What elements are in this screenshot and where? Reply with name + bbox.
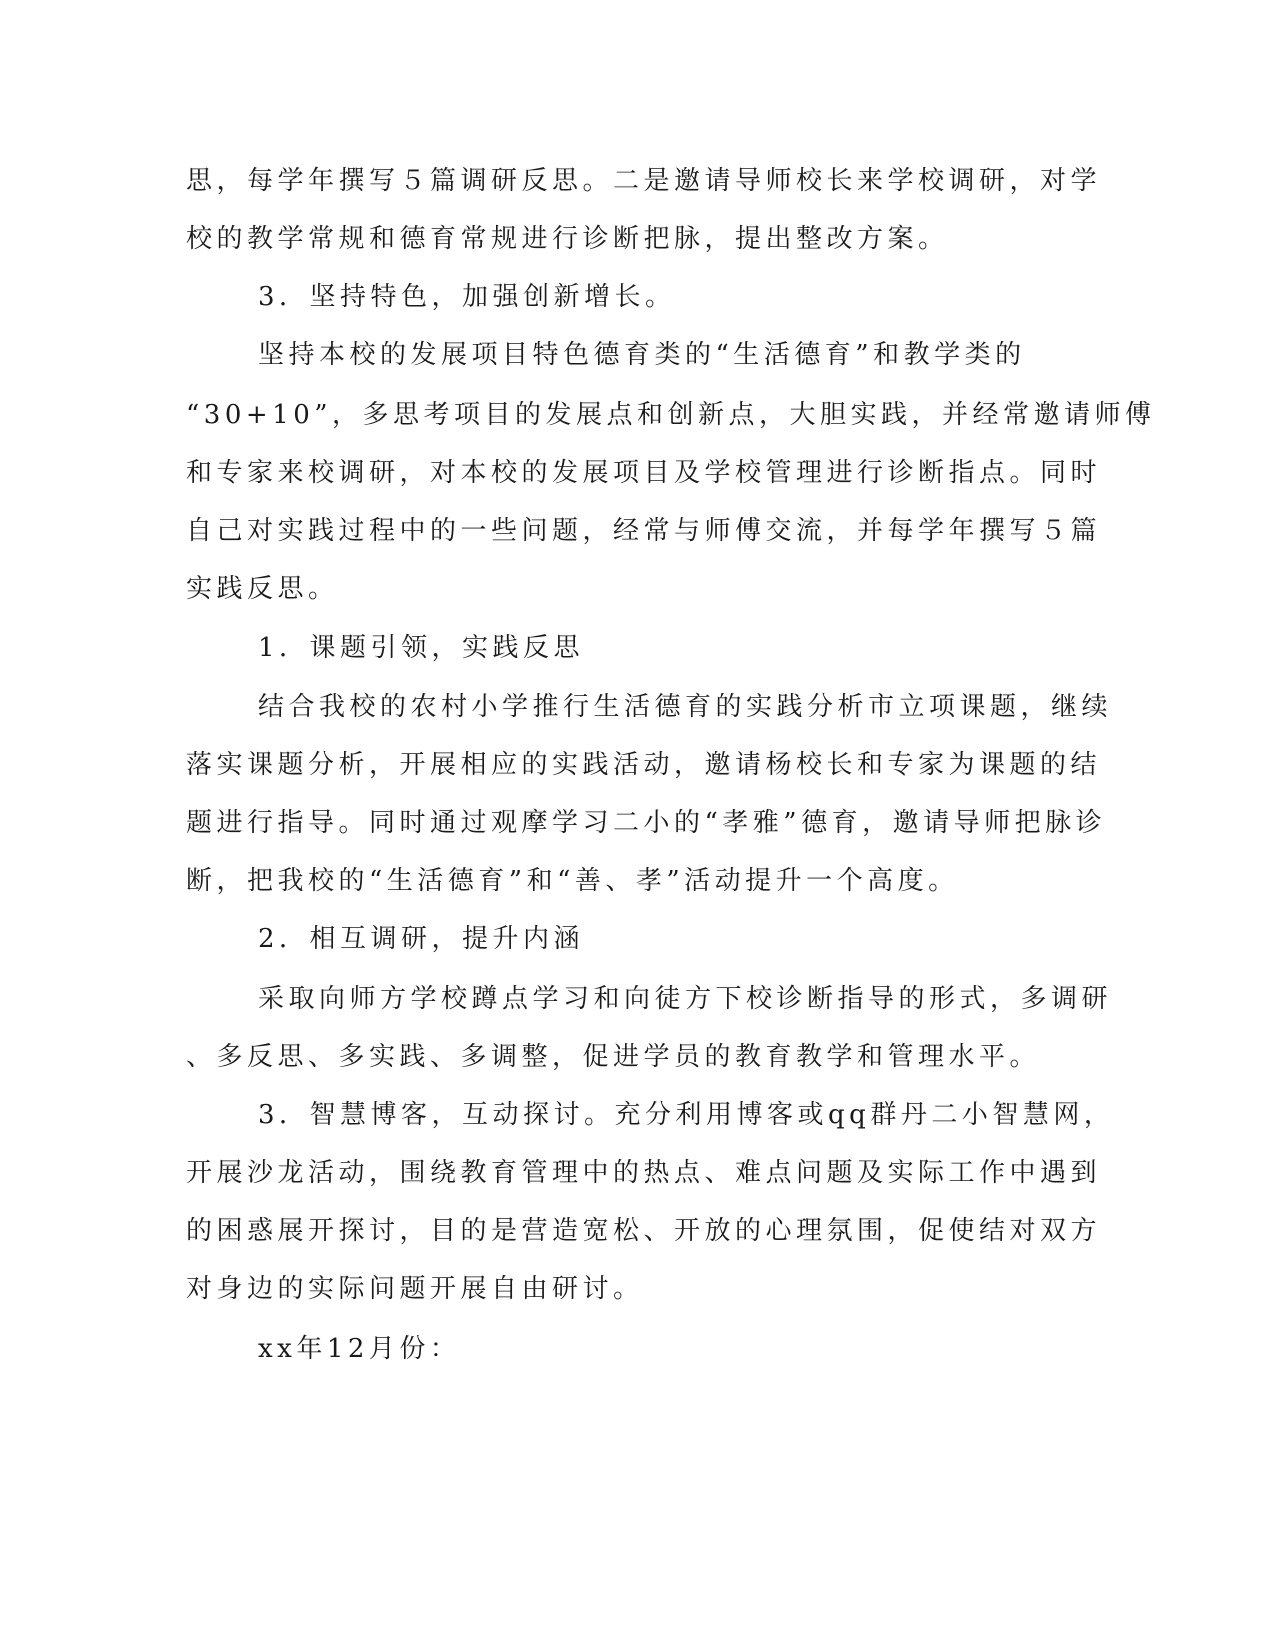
text-line: 落实课题分析，开展相应的实践活动，邀请杨校长和专家为课题的结 [186, 750, 1102, 780]
text-line: 、多反思、多实践、多调整，促进学员的教育教学和管理水平。 [186, 1042, 1041, 1072]
text-line: 对身边的实际问题开展自由研讨。 [186, 1274, 644, 1304]
text-line: 坚持本校的发展项目特色德育类的“生活德育”和教学类的 [258, 340, 1026, 370]
text-line: 和专家来校调研，对本校的发展项目及学校管理进行诊断指点。同时 [186, 458, 1102, 488]
text-line: 结合我校的农村小学推行生活德育的实践分析市立项课题，继续 [258, 692, 1113, 722]
text-line: 开展沙龙活动，围绕教育管理中的热点、难点问题及实际工作中遇到 [186, 1158, 1102, 1188]
text-line: 采取向师方学校蹲点学习和向徒方下校诊断指导的形式，多调研 [258, 984, 1113, 1014]
section-heading: 3．坚持特色，加强创新增长。 [258, 282, 676, 312]
text-line: 思，每学年撰写５篇调研反思。二是邀请导师校长来学校调研，对学 [186, 166, 1102, 196]
text-line: 断，把我校的“生活德育”和“善、孝”活动提升一个高度。 [186, 866, 959, 896]
section-heading: 2．相互调研，提升内涵 [258, 924, 585, 954]
text-line: 自己对实践过程中的一些问题，经常与师傅交流，并每学年撰写５篇 [186, 516, 1102, 546]
text-line: 校的教学常规和德育常规进行诊断把脉，提出整改方案。 [186, 224, 949, 254]
text-line: 题进行指导。同时通过观摩学习二小的“孝雅”德育，邀请导师把脉诊 [186, 808, 1107, 838]
date-heading: xx年12月份： [258, 1334, 461, 1364]
section-heading: 1．课题引领，实践反思 [258, 633, 585, 663]
text-line: “30+10”，多思考项目的发展点和创新点，大胆实践，并经常邀请师傅 [186, 400, 1156, 430]
section-heading: 3．智慧博客，互动探讨。充分利用博客或qq群丹二小智慧网， [258, 1100, 1115, 1130]
text-line: 的困惑展开探讨，目的是营造宽松、开放的心理氛围，促使结对双方 [186, 1216, 1102, 1246]
text-line: 实践反思。 [186, 574, 339, 604]
